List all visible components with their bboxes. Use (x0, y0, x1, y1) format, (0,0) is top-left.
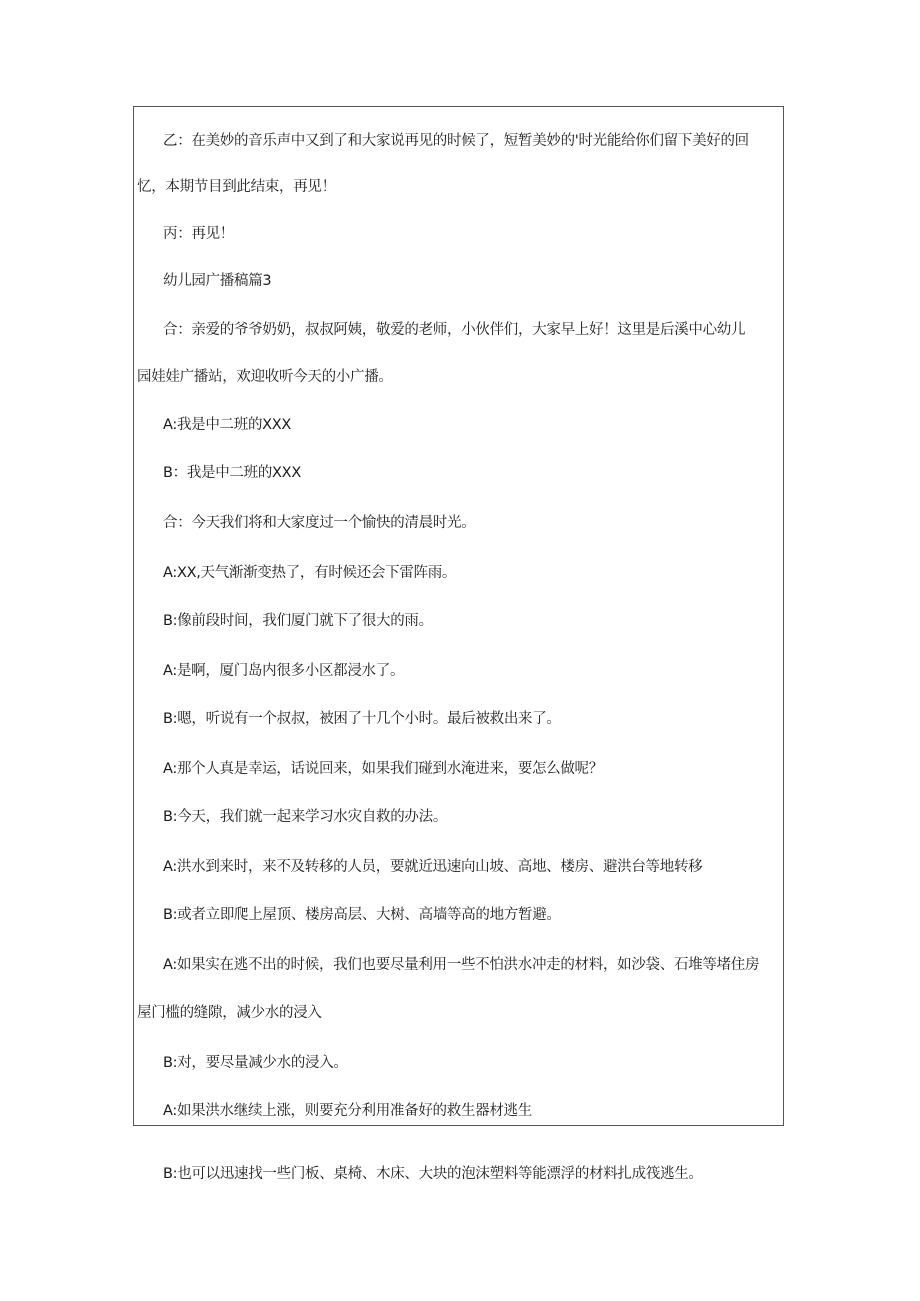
paragraph-line: 忆，本期节目到此结束，再见！ (137, 179, 336, 195)
paragraph-line: B:今天，我们就一起来学习水灾自救的办法。 (163, 809, 448, 825)
paragraph-line: B:也可以迅速找一些门板、桌椅、木床、大块的泡沫塑料等能漂浮的材料扎成筏逃生。 (163, 1166, 703, 1182)
paragraph-line: A:我是中二班的XXX (163, 417, 292, 433)
paragraph-line: A:那个人真是幸运，话说回来，如果我们碰到水淹进来，要怎么做呢？ (163, 761, 603, 777)
paragraph-line: B:嗯，听说有一个叔叔，被困了十几个小时。最后被救出来了。 (163, 711, 561, 727)
paragraph-line: B:像前段时间，我们厦门就下了很大的雨。 (163, 613, 433, 629)
paragraph-line: A:如果洪水继续上涨，则要充分利用准备好的救生器材逃生 (163, 1103, 532, 1119)
paragraph-line: A:如果实在逃不出的时候，我们也要尽量利用一些不怕洪水冲走的材料，如沙袋、石堆等堵住房 (163, 957, 760, 973)
section-heading: 幼儿园广播稿篇3 (163, 273, 272, 289)
paragraph-line: 乙：在美妙的音乐声中又到了和大家说再见的时候了，短暂美妙的'时光能给你们留下美好的回 (163, 133, 749, 149)
paragraph-line: A:是啊，厦门岛内很多小区都浸水了。 (163, 663, 405, 679)
paragraph-line: 园娃娃广播站，欢迎收听今天的小广播。 (137, 369, 393, 385)
paragraph-line: B:对，要尽量减少水的浸入。 (163, 1055, 348, 1071)
paragraph-line: A:洪水到来时，来不及转移的人员，要就近迅速向山坡、高地、楼房、避洪台等地转移 (163, 859, 703, 875)
paragraph-line: 屋门槛的缝隙，减少水的浸入 (137, 1005, 322, 1021)
paragraph-line: B:或者立即爬上屋顶、楼房高层、大树、高墙等高的地方暂避。 (163, 907, 561, 923)
paragraph-line: 合：今天我们将和大家度过一个愉快的清晨时光。 (163, 515, 476, 531)
paragraph-line: 合：亲爱的爷爷奶奶，叔叔阿姨，敬爱的老师，小伙伴们，大家早上好！这里是后溪中心幼儿 (163, 322, 746, 338)
paragraph-line: 丙：再见！ (163, 226, 234, 242)
paragraph-line: A:XX,天气渐渐变热了，有时候还会下雷阵雨。 (163, 565, 457, 581)
paragraph-line: B：我是中二班的XXX (163, 465, 301, 481)
